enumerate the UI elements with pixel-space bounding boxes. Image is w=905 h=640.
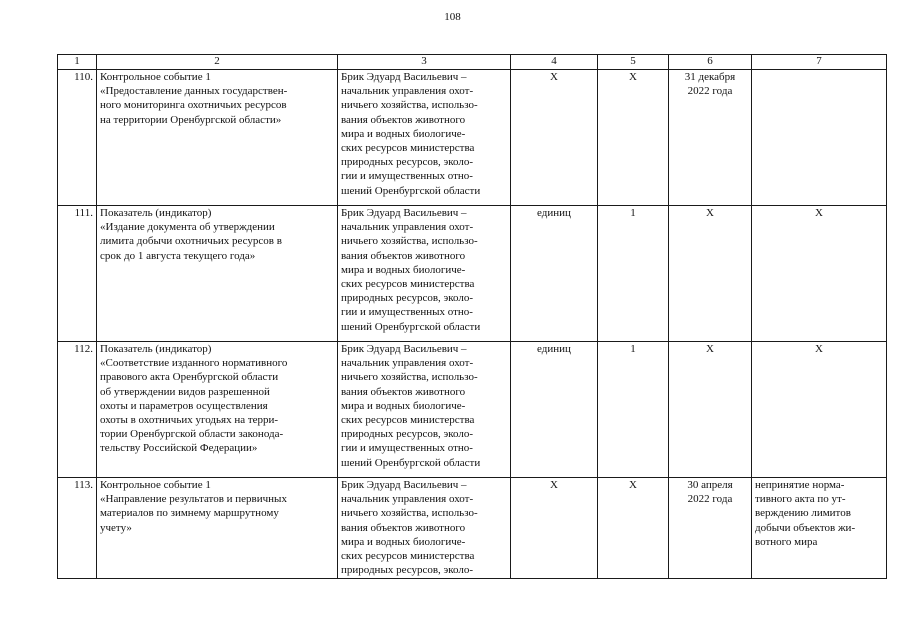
deadline-cell	[669, 70, 752, 206]
responsible-line: ских ресурсов министерства	[341, 142, 475, 155]
responsible-line: вания объектов животного	[341, 113, 466, 126]
consequence-line: Х	[815, 207, 823, 219]
responsible-cell	[338, 206, 511, 342]
responsible-line: ских ресурсов министерства	[341, 414, 475, 427]
value-cell: 1	[598, 342, 669, 478]
value-cell: Х	[598, 478, 669, 579]
plan-table	[57, 54, 887, 579]
deadline-line: Х	[706, 343, 714, 355]
consequence-line: непринятие норма-	[755, 479, 845, 491]
event-name-cell	[97, 206, 338, 342]
event-name-line: Контрольное событие 1	[100, 71, 211, 83]
event-name-line: тории Оренбургской области законода-	[100, 428, 284, 441]
responsible-line: начальник управления охот-	[341, 85, 474, 98]
responsible-line: вания объектов животного	[341, 385, 466, 398]
event-name-line: срок до 1 августа текущего года»	[100, 249, 256, 262]
responsible-line: Брик Эдуард Васильевич –	[341, 343, 467, 355]
responsible-line: ских ресурсов министерства	[341, 278, 475, 291]
responsible-cell	[338, 70, 511, 206]
event-name-line: об утверждении видов разрешенной	[100, 385, 270, 398]
deadline-line: Х	[706, 207, 714, 219]
header-row	[58, 55, 887, 70]
row-number: 110.	[58, 70, 97, 206]
consequence-line: вотного мира	[755, 535, 818, 548]
event-name-line: ного мониторинга охотничьих ресурсов	[100, 99, 287, 112]
responsible-line: вания объектов животного	[341, 521, 466, 534]
responsible-line: гии и имущественных отно-	[341, 306, 473, 319]
responsible-line: ских ресурсов министерства	[341, 550, 475, 563]
responsible-line: мира и водных биологиче-	[341, 399, 466, 412]
event-name-line: охоты в охотничьих угодьях на терри-	[100, 414, 279, 427]
responsible-line: начальник управления охот-	[341, 357, 474, 370]
event-name-line: «Соответствие изданного нормативного	[100, 357, 288, 370]
responsible-line: шений Оренбургской области	[341, 456, 481, 469]
value-cell: 1	[598, 206, 669, 342]
column-header: 6	[669, 55, 752, 70]
column-header: 2	[97, 55, 338, 70]
column-header: 4	[511, 55, 598, 70]
responsible-line: гии и имущественных отно-	[341, 442, 473, 455]
event-name-line: материалов по зимнему маршрутному	[100, 507, 279, 520]
deadline-line: 2022 года	[687, 85, 733, 98]
column-header: 7	[752, 55, 887, 70]
event-name-line: охоты и параметров осуществления	[100, 399, 268, 412]
unit-cell: единиц	[511, 342, 598, 478]
unit-cell: единиц	[511, 206, 598, 342]
event-name-line: Контрольное событие 1	[100, 479, 211, 491]
event-name-cell	[97, 70, 338, 206]
responsible-line: природных ресурсов, эколо-	[341, 564, 474, 577]
row-number: 112.	[58, 342, 97, 478]
responsible-line: мира и водных биологиче-	[341, 263, 466, 276]
event-name-cell	[97, 478, 338, 579]
responsible-line: вания объектов животного	[341, 249, 466, 262]
event-name-line: лимита добычи охотничьих ресурсов в	[100, 235, 282, 248]
unit-cell: Х	[511, 70, 598, 206]
table-row	[58, 70, 887, 206]
responsible-line: начальник управления охот-	[341, 221, 474, 234]
responsible-cell	[338, 342, 511, 478]
deadline-line: 31 декабря	[684, 71, 736, 83]
consequence-cell	[752, 342, 887, 478]
responsible-line: Брик Эдуард Васильевич –	[341, 479, 467, 491]
consequence-line: тивного акта по ут-	[755, 493, 846, 506]
responsible-cell	[338, 478, 511, 579]
responsible-line: Брик Эдуард Васильевич –	[341, 71, 467, 83]
unit-cell: Х	[511, 478, 598, 579]
responsible-line: начальник управления охот-	[341, 493, 474, 506]
consequence-cell	[752, 478, 887, 579]
event-name-line: учету»	[100, 521, 132, 534]
consequence-line: добычи объектов жи-	[755, 521, 856, 534]
responsible-line: природных ресурсов, эколо-	[341, 292, 474, 305]
deadline-cell	[669, 342, 752, 478]
value-cell: Х	[598, 70, 669, 206]
event-name-line: тельству Российской Федерации»	[100, 442, 258, 455]
responsible-line: ничьего хозяйства, использо-	[341, 99, 478, 112]
event-name-line: Показатель (индикатор)	[100, 343, 212, 355]
deadline-cell	[669, 478, 752, 579]
responsible-line: мира и водных биологиче-	[341, 535, 466, 548]
column-header: 1	[58, 55, 97, 70]
event-name-line: «Направление результатов и первичных	[100, 493, 287, 506]
consequence-cell	[752, 206, 887, 342]
event-name-line: «Предоставление данных государствен-	[100, 85, 288, 98]
page-number: 108	[444, 11, 461, 23]
event-name-cell	[97, 342, 338, 478]
row-number: 111.	[58, 206, 97, 342]
row-number: 113.	[58, 478, 97, 579]
consequence-line: верждению лимитов	[755, 507, 851, 520]
responsible-line: гии и имущественных отно-	[341, 170, 473, 183]
responsible-line: Брик Эдуард Васильевич –	[341, 207, 467, 219]
event-name-line: «Издание документа об утверждении	[100, 221, 275, 234]
deadline-line: 30 апреля	[687, 479, 733, 491]
responsible-line: ничьего хозяйства, использо-	[341, 371, 478, 384]
deadline-line: 2022 года	[687, 493, 733, 506]
responsible-line: ничьего хозяйства, использо-	[341, 235, 478, 248]
consequence-cell	[752, 70, 887, 206]
deadline-cell	[669, 206, 752, 342]
responsible-line: природных ресурсов, эколо-	[341, 428, 474, 441]
column-header: 5	[598, 55, 669, 70]
column-header: 3	[338, 55, 511, 70]
responsible-line: шений Оренбургской области	[341, 184, 481, 197]
responsible-line: мира и водных биологиче-	[341, 127, 466, 140]
table-row	[58, 206, 887, 342]
table-row	[58, 478, 887, 579]
event-name-line: на территории Оренбургской области»	[100, 113, 282, 126]
table-row	[58, 342, 887, 478]
responsible-line: природных ресурсов, эколо-	[341, 156, 474, 169]
event-name-line: Показатель (индикатор)	[100, 207, 212, 219]
responsible-line: ничьего хозяйства, использо-	[341, 507, 478, 520]
consequence-line: Х	[815, 343, 823, 355]
table-body	[58, 70, 887, 579]
event-name-line: правового акта Оренбургской области	[100, 371, 279, 384]
responsible-line: шений Оренбургской области	[341, 320, 481, 333]
